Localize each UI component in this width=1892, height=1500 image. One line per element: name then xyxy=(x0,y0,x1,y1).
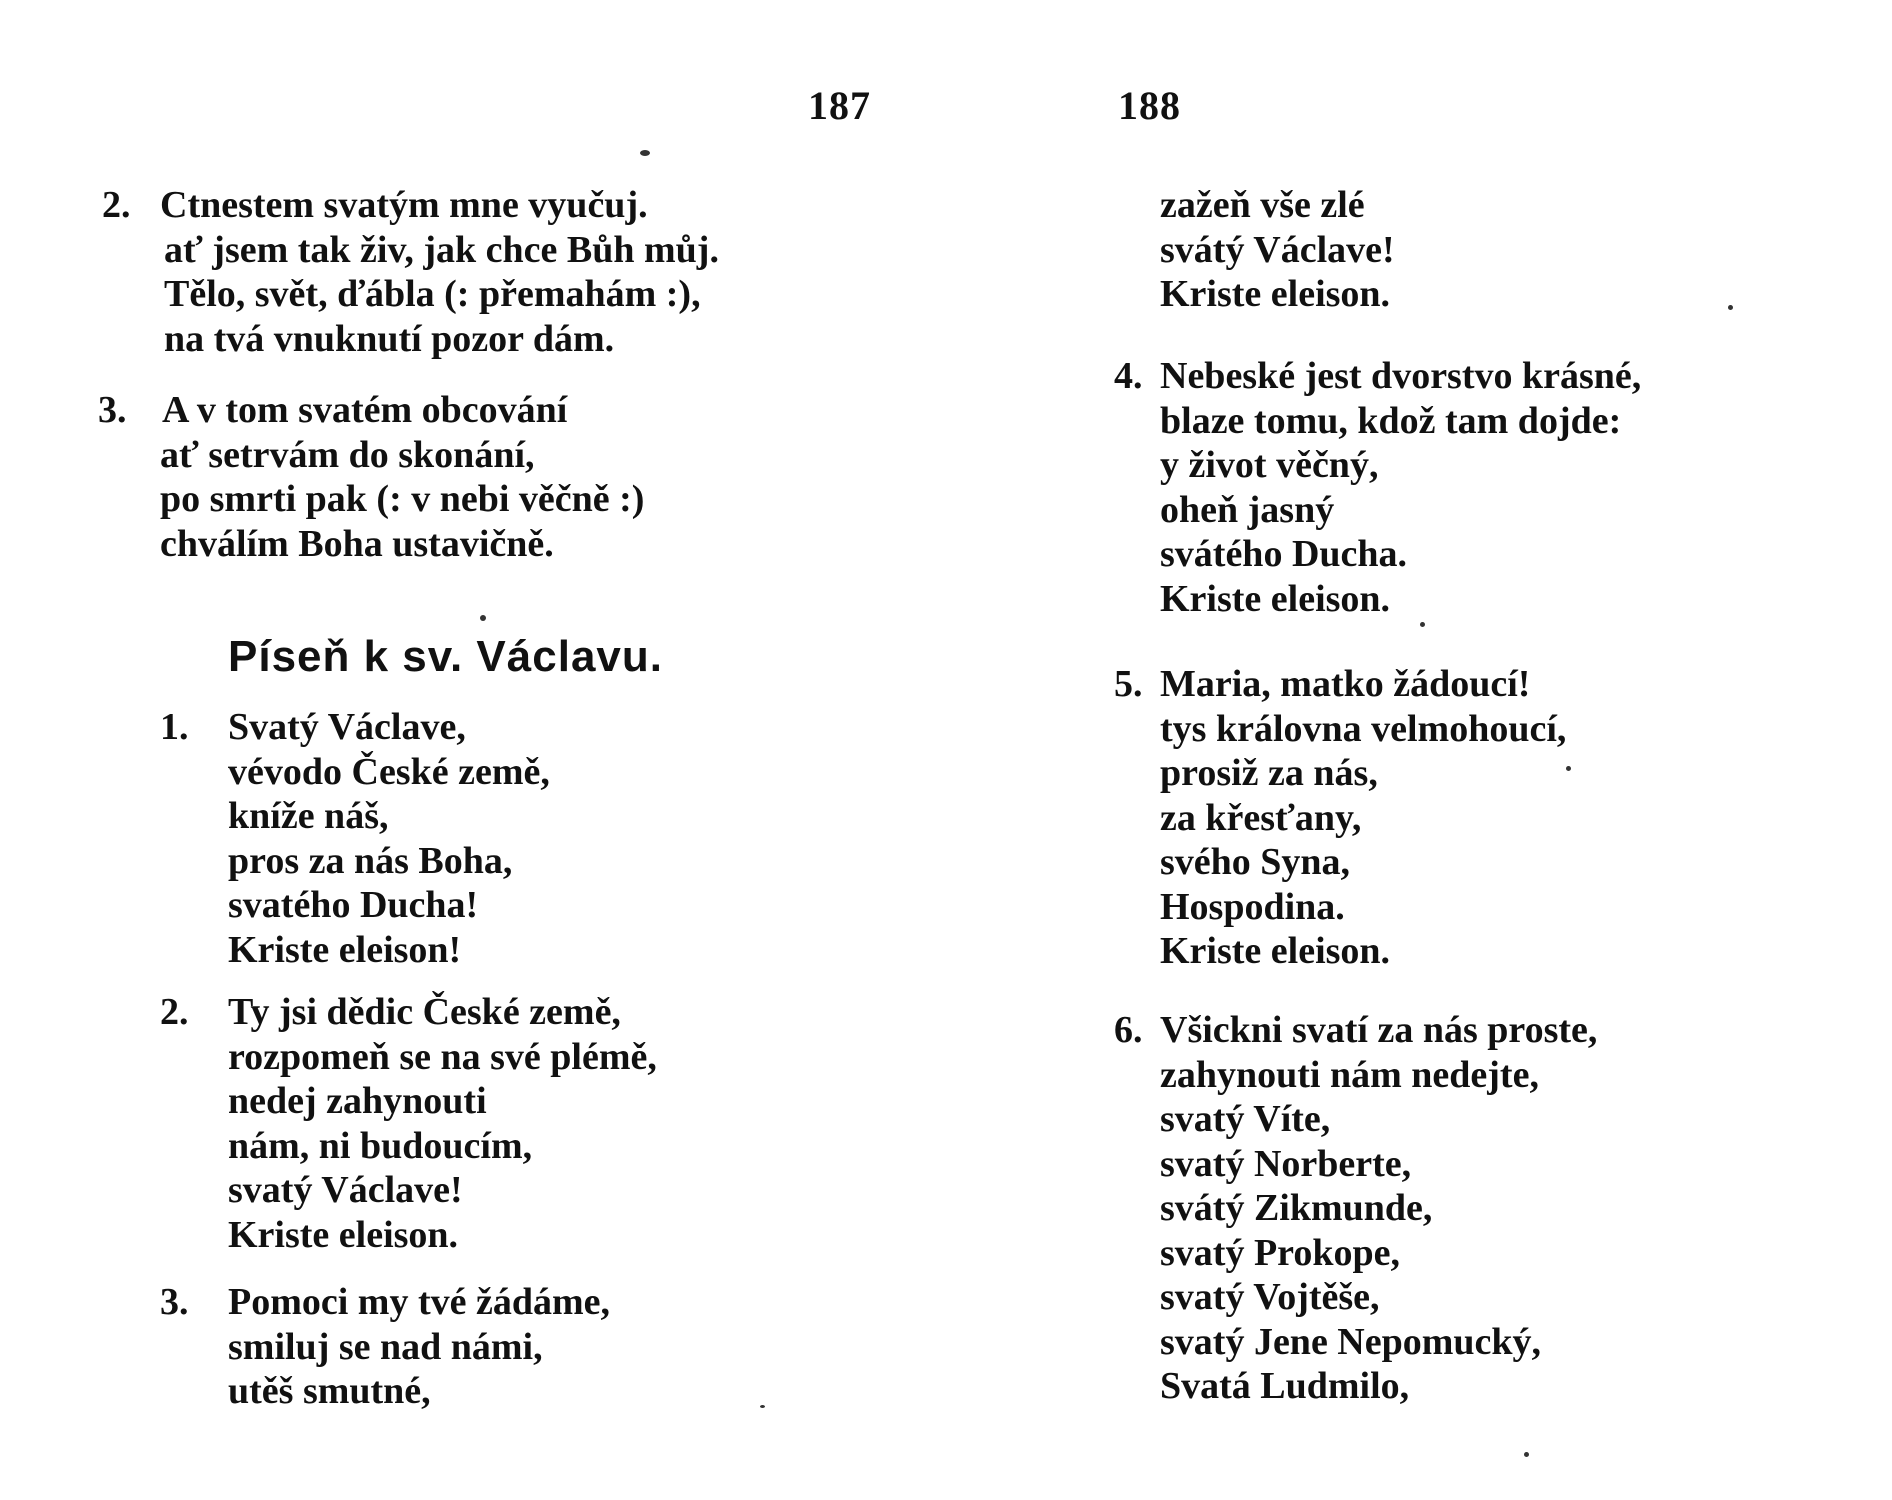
hymn-title: Píseň k sv. Václavu. xyxy=(228,632,663,681)
right-stanza-4 xyxy=(1114,354,1641,621)
scan-speck xyxy=(760,1405,765,1408)
verse-line: blaze tomu, kdož tam dojde: xyxy=(1160,399,1622,442)
verse-line: Ctnestem svatým mne vyučuj. xyxy=(160,184,648,226)
scan-speck xyxy=(480,615,486,621)
verse-line: svatý Jene Nepomucký, xyxy=(1160,1320,1542,1363)
verse-line: Všickni svatí za nás proste, xyxy=(1160,1009,1598,1051)
hymn-stanza-1 xyxy=(160,705,550,972)
scan-speck xyxy=(1524,1452,1529,1457)
stanza-number: 6. xyxy=(1114,1009,1143,1051)
stanza-number: 3. xyxy=(160,1281,189,1323)
scan-speck xyxy=(1420,622,1425,627)
verse-line: Pomoci my tvé žádáme, xyxy=(228,1281,610,1323)
verse-line: zažeň vše zlé xyxy=(1160,184,1365,226)
hymn-stanza-2 xyxy=(160,990,657,1257)
stanza-number: 5. xyxy=(1114,663,1143,705)
verse-line: svého Syna, xyxy=(1160,841,1351,883)
verse-line: oheň jasný xyxy=(1160,488,1335,531)
hymn-stanza-3 xyxy=(160,1280,610,1414)
verse-line: nedej zahynouti xyxy=(228,1080,487,1122)
scan-speck xyxy=(1566,766,1571,771)
verse-line: svatý Vojtěše, xyxy=(1160,1276,1380,1318)
verse-line: Kriste eleison. xyxy=(1160,930,1391,972)
verse-line: smiluj se nad námi, xyxy=(228,1325,543,1368)
left-top-stanza-2 xyxy=(102,183,719,361)
right-continuation xyxy=(1160,183,1395,317)
verse-line: Maria, matko žádoucí! xyxy=(1160,663,1531,705)
right-page-number: 188 xyxy=(1118,83,1181,128)
verse-line: A v tom svatém obcování xyxy=(162,389,568,431)
verse-line: svatý Prokope, xyxy=(1160,1231,1400,1274)
verse-line: chválím Boha ustavičně. xyxy=(160,522,554,565)
verse-line: Hospodina. xyxy=(1160,885,1345,928)
verse-line: Kriste eleison! xyxy=(228,928,462,971)
verse-line: Kriste eleison. xyxy=(1160,273,1391,315)
stanza-number: 1. xyxy=(160,706,189,748)
verse-line: ať setrvám do skonání, xyxy=(160,433,535,476)
verse-line: Ty jsi dědic České země, xyxy=(228,991,621,1033)
verse-line: zahynouti nám nedejte, xyxy=(1160,1053,1539,1096)
stanza-number: 4. xyxy=(1114,355,1143,397)
left-top-stanza-3 xyxy=(98,388,644,566)
stanza-number: 3. xyxy=(98,389,127,431)
verse-line: nám, ni budoucím, xyxy=(228,1124,533,1167)
verse-line: prosiž za nás, xyxy=(1160,752,1378,794)
verse-line: za křesťany, xyxy=(1160,796,1362,839)
verse-line: po smrti pak (: v nebi věčně :) xyxy=(160,478,645,520)
verse-line: svátého Ducha. xyxy=(1160,533,1408,575)
verse-line: svátý Václave! xyxy=(1160,228,1395,271)
verse-line: Svatý Václave, xyxy=(228,706,466,748)
verse-line: Kriste eleison. xyxy=(1160,577,1391,620)
scan-speck xyxy=(640,150,650,156)
verse-line: kníže náš, xyxy=(228,795,389,837)
verse-line: rozpomeň se na své plémě, xyxy=(228,1035,657,1078)
verse-line: svatého Ducha! xyxy=(228,884,479,926)
stanza-number: 2. xyxy=(160,991,189,1033)
left-page-number: 187 xyxy=(808,83,871,128)
right-stanza-5 xyxy=(1114,662,1566,974)
verse-line: Nebeské jest dvorstvo krásné, xyxy=(1160,355,1642,397)
verse-line: svátý Zikmunde, xyxy=(1160,1187,1433,1229)
verse-line: svatý Václave! xyxy=(228,1169,463,1211)
verse-line: svatý Víte, xyxy=(1160,1098,1331,1140)
verse-line: Tělo, svět, ďábla (: přemahám :), xyxy=(164,273,701,315)
verse-line: ať jsem tak živ, jak chce Bůh můj. xyxy=(164,228,719,271)
verse-line: Svatá Ludmilo, xyxy=(1160,1365,1410,1407)
verse-line: Kriste eleison. xyxy=(228,1213,459,1256)
verse-line: y život věčný, xyxy=(1160,444,1379,486)
verse-line: svatý Norberte, xyxy=(1160,1142,1412,1185)
scan-speck xyxy=(1728,305,1733,310)
verse-line: utěš smutné, xyxy=(228,1370,431,1412)
verse-line: na tvá vnuknutí pozor dám. xyxy=(164,317,615,360)
verse-line: pros za nás Boha, xyxy=(228,839,513,882)
right-stanza-6 xyxy=(1114,1008,1597,1409)
verse-line: tys královna velmohoucí, xyxy=(1160,707,1567,750)
verse-line: vévodo České země, xyxy=(228,750,550,793)
stanza-number: 2. xyxy=(102,184,131,226)
